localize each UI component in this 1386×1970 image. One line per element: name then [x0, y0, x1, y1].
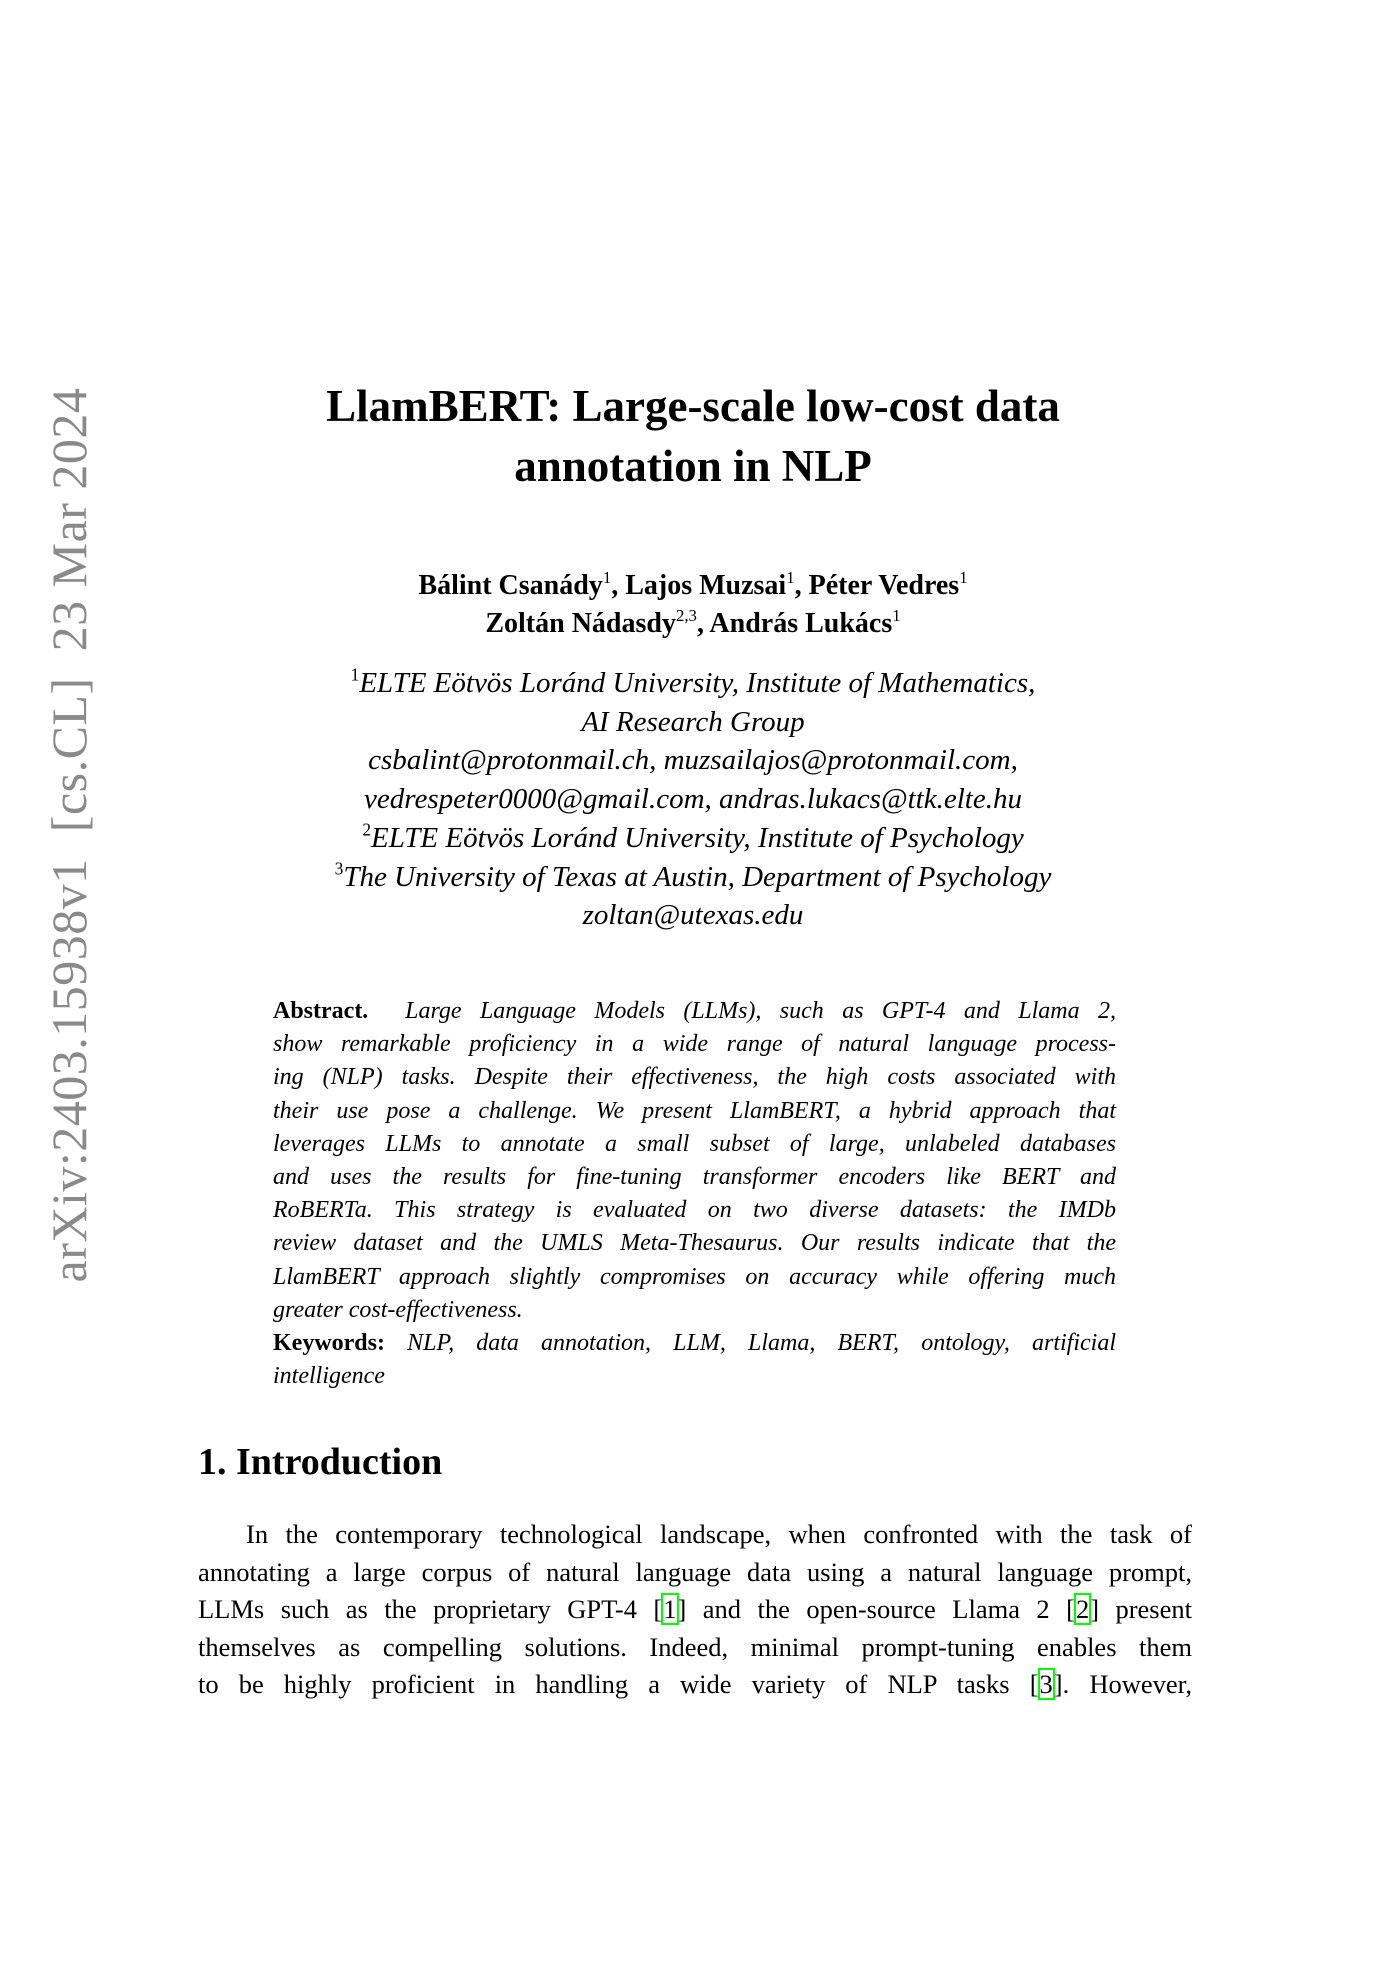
abstract — [273, 995, 1116, 1393]
citation-link[interactable]: 1 — [663, 1594, 677, 1625]
author-name: Lajos Muzsai — [625, 570, 787, 601]
abstract-label: Abstract. — [273, 998, 369, 1024]
affiliation: ELTE Eötvös Loránd University, Institute of Psychology — [371, 821, 1024, 854]
keywords-label: Keywords: — [273, 1330, 385, 1357]
keywords: NLP, data annotation, LLM, Llama, BERT, ontology, artificial — [407, 1330, 1117, 1357]
keywords: intelligence — [273, 1363, 385, 1390]
author-name: András Lukács — [709, 608, 893, 639]
author-affiliation: 2,3 — [675, 606, 697, 626]
body-text: to be highly proficient in handling a wide variety of NLP tasks [ — [198, 1669, 1039, 1700]
body-text: ] present — [1090, 1594, 1192, 1625]
affiliation: The University of Texas at Austin, Department of Psychology — [343, 860, 1052, 893]
section-heading: 1. Introduction — [198, 1441, 443, 1483]
affiliations — [0, 664, 1386, 935]
abstract-line: RoBERTa. This strategy is evaluated on two diverse datasets: the IMDb — [273, 1197, 1116, 1224]
body-text: ]. However, — [1053, 1669, 1193, 1700]
abstract-line: LlamBERT approach slightly compromises on accuracy while offering much — [273, 1263, 1116, 1290]
body-line — [198, 1591, 1192, 1629]
affiliation: AI Research Group — [581, 705, 805, 738]
author-list: Bálint Csanády$^1$, Lajos Muzsai$^1$, Péter Vedres$^1$ Zoltán Nádasdy$^{2,3}$, András Lukács$^1$ — [418, 568, 968, 639]
author-name: Bálint Csanády — [418, 570, 603, 601]
emails: csbalint@protonmail.ch, muzsailajos@protonmail.com, — [368, 744, 1018, 777]
title-line: LlamBERT: Large-scale low-cost data — [326, 381, 1060, 431]
abstract-line: their use pose a challenge. We present LlamBERT, a hybrid approach that — [273, 1097, 1116, 1124]
author-affiliation: 1 — [959, 568, 968, 588]
body-text: ] and the open-source Llama 2 [ — [677, 1594, 1075, 1625]
affiliation-mark: 1 — [350, 664, 360, 685]
intro-paragraph — [198, 1516, 1192, 1704]
abstract-line: leverages LLMs to annotate a small subset of large, unlabeled databases — [273, 1130, 1116, 1157]
abstract-line: review dataset and the UMLS Meta-Thesaurus. Our results indicate that the — [273, 1230, 1116, 1257]
emails: vedrespeter0000@gmail.com, andras.lukacs@ttk.elte.hu — [364, 783, 1022, 816]
body-line: In the contemporary technological landscape, when confronted with the task of — [246, 1519, 1192, 1549]
abstract-line: ing (NLP) tasks. Despite their effectiveness, the high costs associated with — [273, 1064, 1116, 1091]
body-line: themselves as compelling solutions. Indeed, minimal prompt-tuning enables them — [198, 1631, 1192, 1662]
abstract-text: Large Language Models (LLMs), such as GPT-4 and Llama 2, — [405, 998, 1117, 1024]
body-text: LLMs such as the proprietary GPT-4 [ — [198, 1594, 663, 1625]
body-line: annotating a large corpus of natural language data using a natural language prompt, — [198, 1556, 1192, 1587]
citation-link[interactable]: 3 — [1039, 1669, 1053, 1700]
citation-link[interactable]: 2 — [1075, 1594, 1090, 1625]
title-line: annotation in NLP — [514, 441, 872, 491]
arxiv-identifier: arXiv:2403.15938v1 [cs.CL] 23 Mar 2024 — [41, 387, 97, 1283]
author-affiliation: 1 — [892, 606, 901, 626]
paper-title — [0, 376, 1386, 496]
author-affiliation: 1 — [786, 568, 795, 588]
affiliation-mark: 2 — [362, 819, 372, 840]
author-name: Péter Vedres — [808, 570, 960, 601]
affiliation-mark: 3 — [334, 858, 344, 879]
affiliation: ELTE Eötvös Loránd University, Institute of Mathematics, — [359, 667, 1036, 699]
abstract-line: greater cost-effectiveness. — [273, 1296, 523, 1323]
author-affiliation: 1 — [602, 568, 612, 588]
body-line — [198, 1666, 1192, 1704]
author-name: Zoltán Nádasdy — [485, 608, 676, 639]
emails: zoltan@utexas.edu — [582, 899, 804, 932]
abstract-line: and uses the results for fine-tuning transformer encoders like BERT and — [273, 1164, 1116, 1191]
abstract-line: show remarkable proficiency in a wide range of natural language process- — [273, 1031, 1116, 1058]
